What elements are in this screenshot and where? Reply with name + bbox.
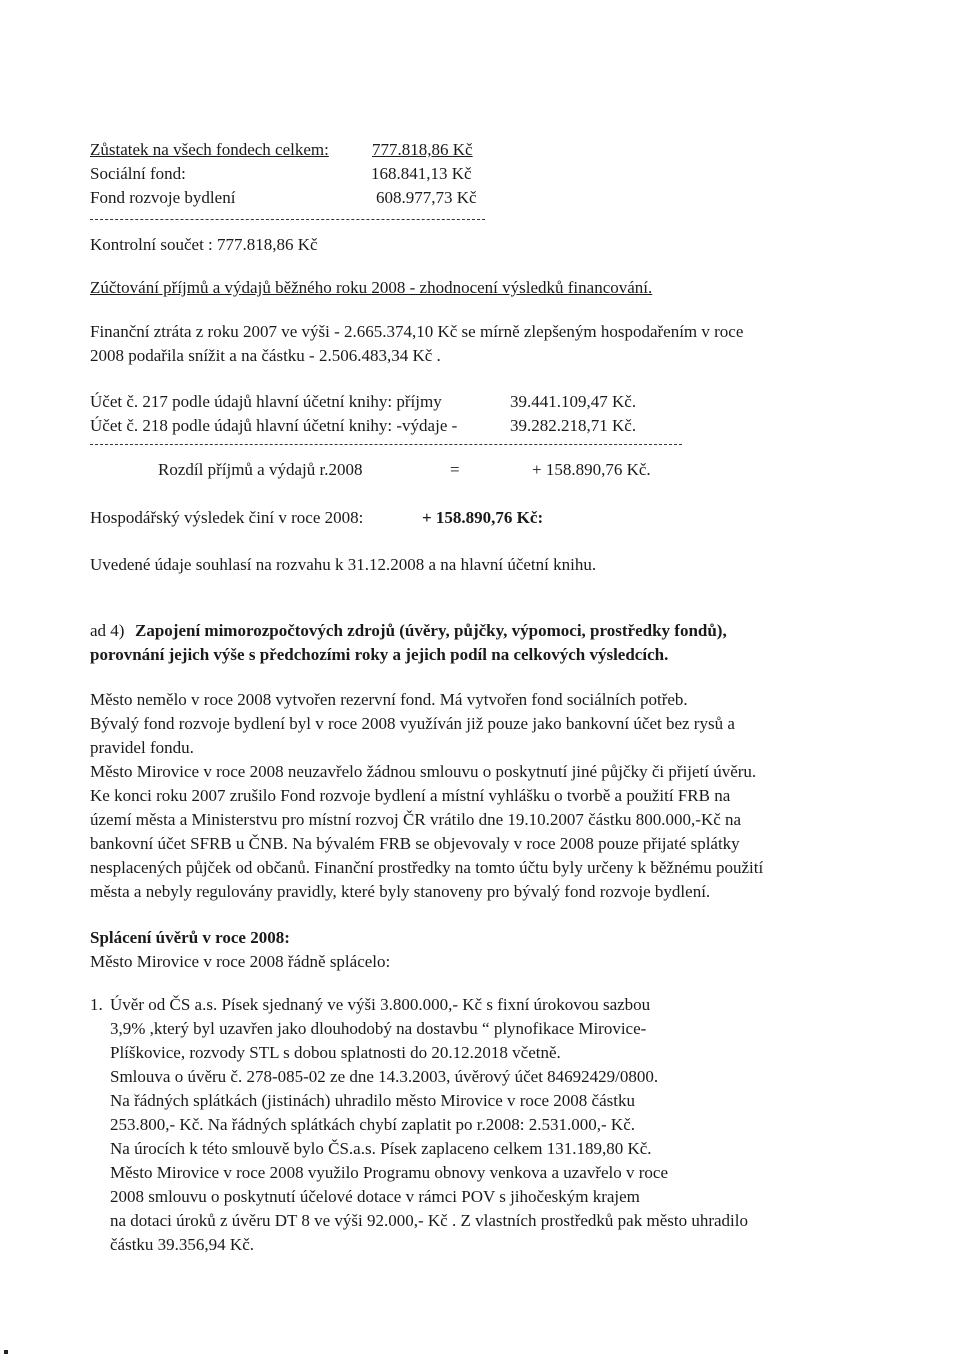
- agreement-line: Uvedené údaje souhlasí na rozvahu k 31.12.2008 a na hlavní účetní knihu.: [90, 555, 597, 574]
- separator-line: [90, 444, 682, 445]
- result-value: + 158.890,76 Kč:: [422, 508, 544, 527]
- difference-equals: =: [450, 460, 460, 479]
- ad4-paragraph-line: území města a Ministerstvu pro místní rozvoj ČR vrátilo dne 19.10.2007 částku 800.000,-Kč na: [90, 810, 742, 829]
- repayment-line: Smlouva o úvěru č. 278-085-02 ze dne 14.3.2003, úvěrový účet 84692429/0800.: [110, 1067, 659, 1086]
- repayment-line: částku 39.356,94 Kč.: [110, 1235, 255, 1254]
- ad4-paragraph-line: bankovní účet SFRB u ČNB. Na bývalém FRB se objevovaly v roce 2008 pouze přijaté splátky: [90, 834, 740, 853]
- repayment-line: 3,9% ,který byl uzavřen jako dlouhodobý na dostavbu “ plynofikace Mirovice-: [110, 1019, 647, 1038]
- repayment-line: 253.800,- Kč. Na řádných splátkách chybí zaplatit po r.2008: 2.531.000,- Kč.: [110, 1115, 635, 1134]
- total-balance-value: 777.818,86 Kč: [372, 140, 473, 159]
- repayment-intro: Město Mirovice v roce 2008 řádně splácelo:: [90, 952, 391, 971]
- housing-fund-label: Fond rozvoje bydlení: [90, 188, 236, 207]
- repayment-line: Na úrocích k této smlouvě bylo ČS.a.s. Písek zaplaceno celkem 131.189,80 Kč.: [110, 1139, 652, 1158]
- ad4-paragraph-line: pravidel fondu.: [90, 738, 194, 757]
- ad4-paragraph-line: Bývalý fond rozvoje bydlení byl v roce 2008 využíván již pouze jako bankovní účet bez rysů a: [90, 714, 735, 733]
- ad4-paragraph-line: města a nebyly regulovány pravidly, které byly stanoveny pro bývalý fond rozvoje bydlení.: [90, 882, 711, 901]
- list-item-number: 1.: [90, 995, 103, 1014]
- social-fund-value: 168.841,13 Kč: [371, 164, 472, 183]
- repayment-line: Město Mirovice v roce 2008 využilo Programu obnovy venkova a uzavřelo v roce: [110, 1163, 669, 1182]
- income-account-value: 39.441.109,47 Kč.: [510, 392, 637, 411]
- ad4-paragraph-line: Město nemělo v roce 2008 vytvořen rezervní fond. Má vytvořen fond sociálních potřeb.: [90, 690, 688, 709]
- expense-account-value: 39.282.218,71 Kč.: [510, 416, 637, 435]
- income-account-label: Účet č. 217 podle údajů hlavní účetní knihy: příjmy: [90, 392, 442, 411]
- separator-line: [90, 219, 485, 220]
- repayment-line: Plíškovice, rozvody STL s dobou splatnosti do 20.12.2018 včetně.: [110, 1043, 561, 1062]
- difference-value: + 158.890,76 Kč.: [532, 460, 651, 479]
- social-fund-label: Sociální fond:: [90, 164, 186, 183]
- result-label: Hospodářský výsledek činí v roce 2008:: [90, 508, 364, 527]
- section-heading: Zúčtování příjmů a výdajů běžného roku 2008 - zhodnocení výsledků financování.: [90, 278, 653, 297]
- loss-line-1: Finanční ztráta z roku 2007 ve výši - 2.665.374,10 Kč se mírně zlepšeným hospodařením v roce: [90, 322, 744, 341]
- ad4-paragraph-line: Město Mirovice v roce 2008 neuzavřelo žádnou smlouvu o poskytnutí jiné půjčky či přijetí úvěru.: [90, 762, 757, 781]
- ad4-heading-2: porovnání jejich výše s předchozími roky a jejich podíl na celkových výsledcích.: [90, 645, 669, 664]
- repayment-line: na dotaci úroků z úvěru DT 8 ve výši 92.000,- Kč . Z vlastních prostředků pak město uhradilo: [110, 1211, 748, 1230]
- loss-line-2: 2008 podařila snížit a na částku - 2.506.483,34 Kč .: [90, 346, 441, 365]
- repayment-line: Na řádných splátkách (jistinách) uhradilo město Mirovice v roce 2008 částku: [110, 1091, 635, 1110]
- checksum-line: Kontrolní součet : 777.818,86 Kč: [90, 235, 318, 254]
- ad4-heading-1: Zapojení mimorozpočtových zdrojů (úvěry, půjčky, výpomoci, prostředky fondů),: [135, 621, 727, 640]
- repayment-heading: Splácení úvěrů v roce 2008:: [90, 928, 290, 947]
- housing-fund-value: 608.977,73 Kč: [376, 188, 477, 207]
- ad4-paragraph-line: nesplacených půjček od občanů. Finanční prostředky na tomto účtu byly určeny k běžnému použití: [90, 858, 764, 877]
- repayment-line: 2008 smlouvu o poskytnutí účelové dotace v rámci POV s jihočeským krajem: [110, 1187, 640, 1206]
- scan-speck: [4, 1350, 8, 1354]
- ad4-paragraph-line: Ke konci roku 2007 zrušilo Fond rozvoje bydlení a místní vyhlášku o tvorbě a použití FRB na: [90, 786, 731, 805]
- difference-label: Rozdíl příjmů a výdajů r.2008: [158, 460, 363, 479]
- ad4-prefix: ad 4): [90, 621, 125, 640]
- expense-account-label: Účet č. 218 podle údajů hlavní účetní knihy: -výdaje -: [90, 416, 458, 435]
- total-balance-label: Zůstatek na všech fondech celkem:: [90, 140, 329, 159]
- repayment-line: Úvěr od ČS a.s. Písek sjednaný ve výši 3.800.000,- Kč s fixní úrokovou sazbou: [110, 995, 651, 1014]
